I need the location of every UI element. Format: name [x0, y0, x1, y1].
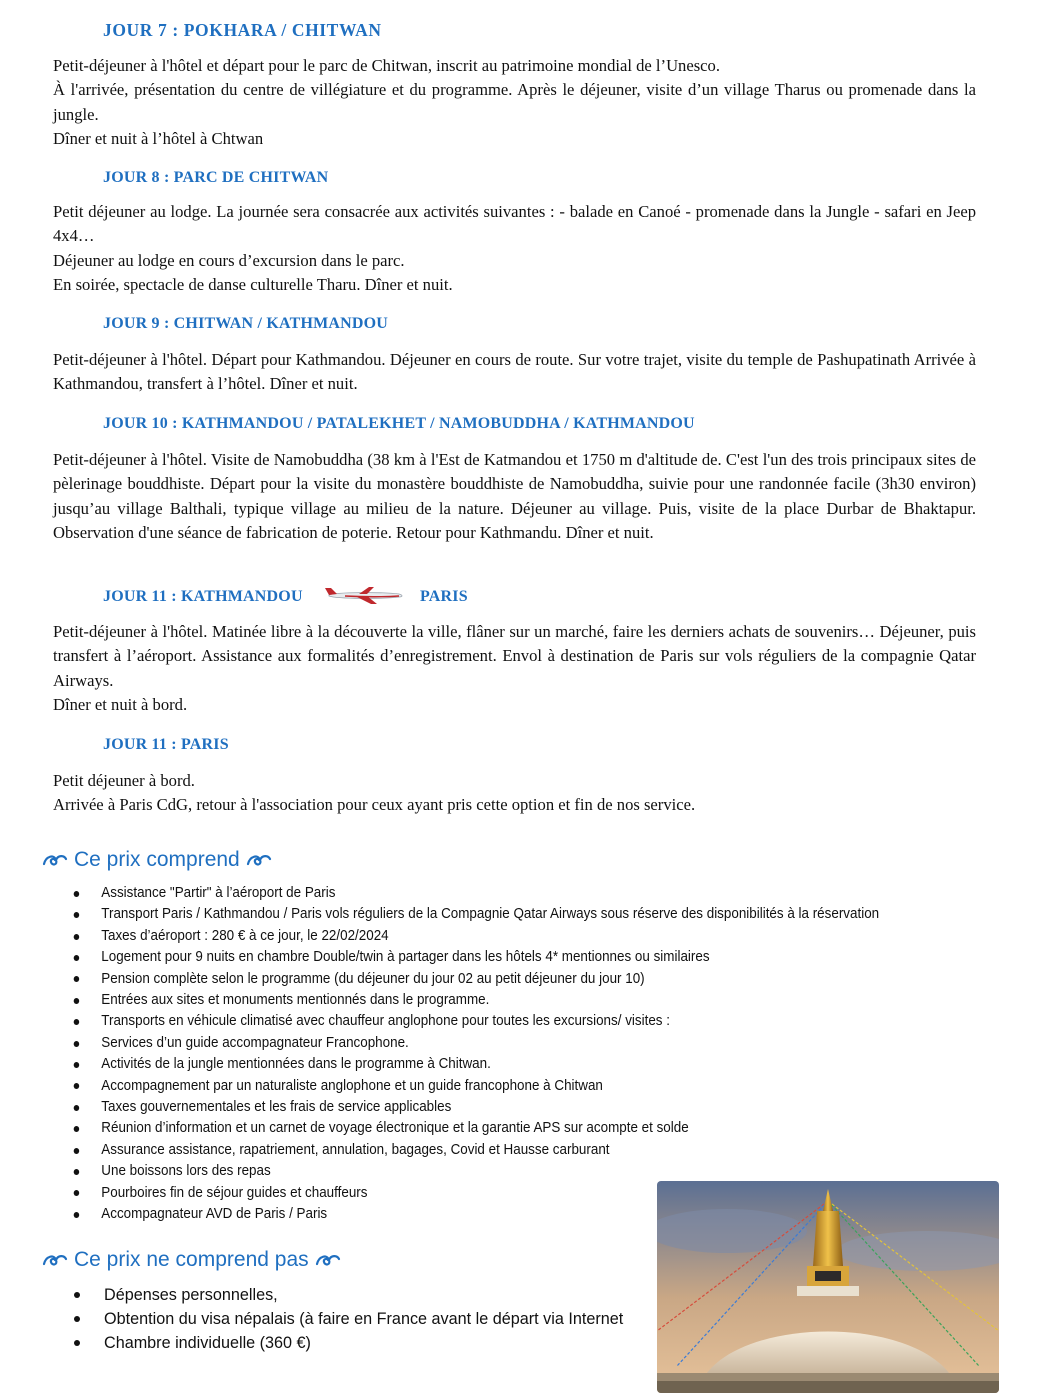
day-8-line-1: Petit déjeuner au lodge. La journée sera consacrée aux activités suivantes : - balade en Canoé - promenade dans la Jungle - safari en Jeep 4x4… — [53, 202, 976, 246]
list-item: Assistance "Partir" à l’aéroport de Paris — [70, 883, 879, 904]
list-item: Entrées aux sites et monuments mentionnés dans le programme. — [70, 990, 879, 1011]
day-7-line-1: Petit-déjeuner à l'hôtel et départ pour le parc de Chitwan, inscrit au patrimoine mondial de l’Unesco. — [53, 56, 720, 75]
day-8-text — [53, 200, 976, 297]
day-11b-title: JOUR 11 : PARIS — [103, 736, 229, 753]
day-11-line-1: Petit-déjeuner à l'hôtel. Matinée libre à la découverte la ville, flâner sur un marché, faire les derniers achats de souvenirs… Déjeuner, puis transfert à l’aéroport. Assistance aux formalités d’enregistrement. Envol à destination de Paris sur vols réguliers de la compagnie Qatar Airways. — [53, 622, 976, 690]
list-item: Une boissons lors des repas — [70, 1161, 879, 1182]
list-item: Accompagnateur AVD de Paris / Paris — [70, 1204, 879, 1225]
list-item: Pourboires fin de séjour guides et chauffeurs — [70, 1183, 879, 1204]
day-11b-text — [53, 769, 976, 818]
day-10-text — [53, 448, 976, 545]
day-7-text — [53, 54, 976, 151]
day-10-line-1: Petit-déjeuner à l'hôtel. Visite de Namobuddha (38 km à l'Est de Katmandou et 1750 m d'altitude de. C'est l'un des trois principaux sites de pèlerinage bouddhiste. Départ pour la visite du monastère bouddhiste de Namobuddha, suivie pour une randonnée facile (3h30 environ) jusqu’au village Balthali, typique village au milieu de la nature. Déjeuner au village. Puis, visite de la place Durbar de Bhaktapur. Observation d'une séance de fabrication de poterie. Retour pour Kathmandu. Dîner et nuit. — [53, 450, 976, 542]
list-item: Accompagnement par un naturaliste anglophone et un guide francophone à Chitwan — [70, 1076, 879, 1097]
day-11-line-2: Dîner et nuit à bord. — [53, 694, 188, 714]
day-8-title: JOUR 8 : PARC DE CHITWAN — [103, 169, 329, 186]
swirl-icon — [42, 852, 68, 868]
day-11-text — [53, 620, 976, 717]
included-title: Ce prix comprend — [74, 848, 240, 871]
day-10-title: JOUR 10 : KATHMANDOU / PATALEKHET / NAMOBUDDHA / KATHMANDOU — [103, 415, 695, 432]
list-item: Pension complète selon le programme (du déjeuner du jour 02 au petit déjeuner du jour 10) — [70, 969, 879, 990]
swirl-icon — [315, 1252, 341, 1268]
included-heading — [42, 848, 272, 872]
day-8-line-2: Déjeuner au lodge en cours d’excursion dans le parc. — [53, 250, 405, 270]
day-9-text — [53, 348, 976, 397]
list-item: Transports en véhicule climatisé avec chauffeur anglophone pour toutes les excursions/ visites : — [70, 1011, 879, 1032]
list-item: Activités de la jungle mentionnées dans le programme à Chitwan. — [70, 1054, 879, 1075]
day-7-line-3: Dîner et nuit à l’hôtel à Chtwan — [53, 128, 264, 148]
list-item: Transport Paris / Kathmandou / Paris vols réguliers de la Compagnie Qatar Airways sous réserve des disponibilités à la réservation — [70, 904, 879, 925]
list-item: Taxes gouvernementales et les frais de service applicables — [70, 1097, 879, 1118]
stupa-photo — [657, 1181, 999, 1393]
included-list — [70, 883, 949, 1226]
airplane-icon — [325, 584, 405, 606]
swirl-icon — [42, 1252, 68, 1268]
list-item: Services d’un guide accompagnateur Francophone. — [70, 1033, 879, 1054]
day-11b-line-2: Arrivée à Paris CdG, retour à l'association pour ceux ayant pris cette option et fin de nos service. — [53, 795, 696, 815]
day-9-title: JOUR 9 : CHITWAN / KATHMANDOU — [103, 315, 389, 332]
list-item: Obtention du visa népalais (à faire en France avant le départ via Internet — [70, 1307, 623, 1331]
excluded-list — [70, 1283, 623, 1355]
day-8-line-3: En soirée, spectacle de danse culturelle Tharu. Dîner et nuit. — [53, 274, 453, 294]
excluded-heading — [42, 1248, 341, 1272]
list-item: Taxes d’aéroport : 280 € à ce jour, le 22/02/2024 — [70, 926, 879, 947]
day-11-destination: PARIS — [420, 588, 468, 605]
day-11b-line-1: Petit déjeuner à bord. — [53, 771, 195, 790]
day-9-line-1: Petit-déjeuner à l'hôtel. Départ pour Kathmandou. Déjeuner en cours de route. Sur votre trajet, visite du temple de Pashupatinath Arrivée à Kathmandou, transfert à l’hôtel. Dîner et nuit. — [53, 350, 976, 394]
day-7-title: JOUR 7 : POKHARA / CHITWAN — [103, 20, 382, 40]
list-item: Chambre individuelle (360 €) — [70, 1331, 623, 1355]
day-11-title: JOUR 11 : KATHMANDOU — [103, 588, 303, 605]
list-item: Dépenses personnelles, — [70, 1283, 623, 1307]
swirl-icon — [246, 852, 272, 868]
list-item: Assurance assistance, rapatriement, annulation, bagages, Covid et Hausse carburant — [70, 1140, 879, 1161]
list-item: Réunion d’information et un carnet de voyage électronique et la garantie APS sur acompte et solde — [70, 1118, 879, 1139]
day-7-line-2: À l'arrivée, présentation du centre de villégiature et du programme. Après le déjeuner, visite d’un village Tharus ou promenade dans la jungle. — [53, 80, 976, 124]
list-item: Logement pour 9 nuits en chambre Double/twin à partager dans les hôtels 4* mentionnes ou similaires — [70, 947, 879, 968]
excluded-title: Ce prix ne comprend pas — [74, 1248, 309, 1271]
